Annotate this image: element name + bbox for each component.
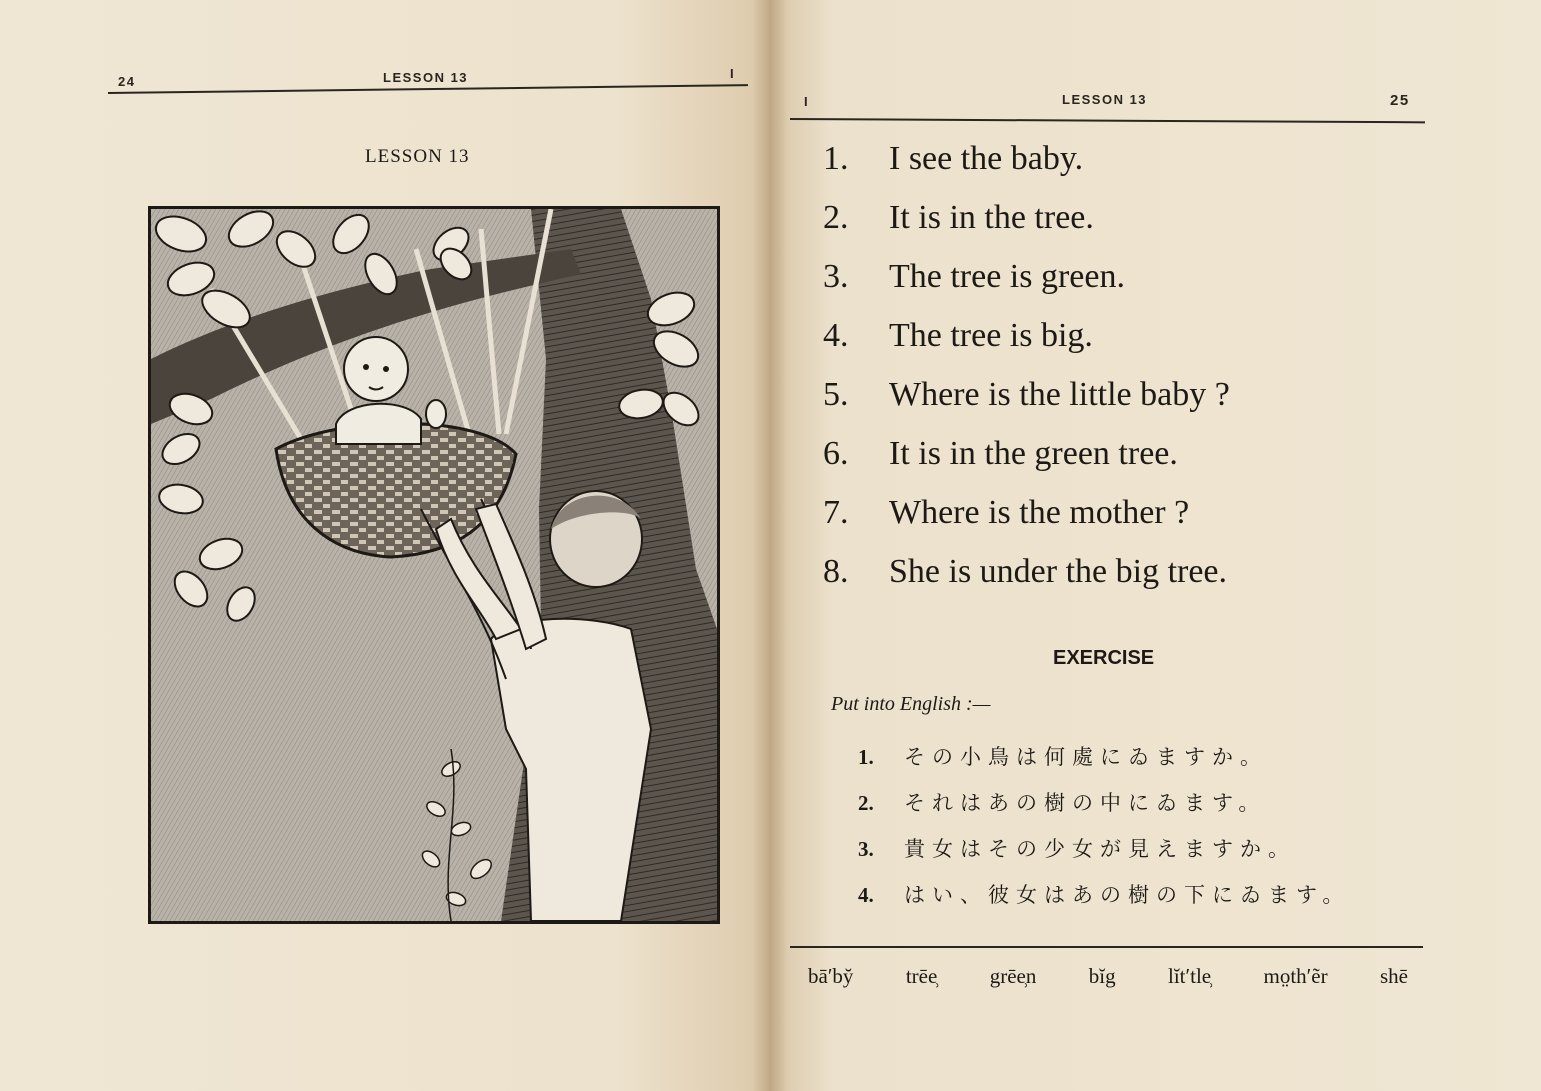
sentence-2: 2. It is in the tree.: [823, 199, 1094, 236]
vocab-word: trēe̹: [905, 964, 938, 988]
vocab-word: grēe̹n: [989, 964, 1037, 988]
exercise-item-4: 4. はい、彼女はあの樹の下にゐます。: [858, 883, 1351, 907]
header-rule-right: [790, 118, 1425, 123]
header-rule-left: [108, 84, 748, 94]
exercise-item-2: 2. それはあの樹の中にゐます。: [858, 791, 1267, 815]
page-number-left: 24: [118, 74, 136, 89]
sentence-1: 1. I see the baby.: [823, 140, 1084, 177]
head-mark-left: I: [730, 66, 736, 81]
exercise-heading: EXERCISE: [1053, 647, 1155, 669]
book-gutter: [752, 0, 788, 1091]
illustration: [148, 206, 720, 924]
running-head-right: LESSON 13: [1062, 92, 1148, 107]
baby-basket-illustration: [151, 209, 717, 921]
sentence-5: 5. Where is the little baby ?: [823, 376, 1230, 413]
sentence-3: 3. The tree is green.: [823, 258, 1125, 295]
vocab-word: mo̤th′ẽr: [1263, 964, 1328, 988]
vocabulary-rule: [790, 946, 1423, 948]
sentence-6: 6. It is in the green tree.: [823, 435, 1178, 472]
sentence-4: 4. The tree is big.: [823, 317, 1093, 354]
page-number-right: 25: [1390, 92, 1410, 109]
exercise-instruction: Put into English :—: [831, 693, 991, 715]
head-mark-right: I: [804, 94, 810, 109]
vocabulary-list: [808, 964, 1408, 989]
vocab-word: lĭt′tle̹: [1168, 964, 1212, 988]
vocab-word: bā′by̆: [808, 964, 854, 988]
vocab-word: bĭg: [1088, 964, 1116, 988]
sentence-list: [823, 140, 1230, 612]
left-page: [0, 0, 770, 1091]
running-head-left: LESSON 13: [383, 70, 469, 85]
sentence-8: 8. She is under the big tree.: [823, 553, 1228, 590]
vocab-word: shē: [1380, 964, 1408, 988]
exercise-item-3: 3. 貴女はその少女が見えますか。: [858, 837, 1296, 861]
sentence-7: 7. Where is the mother ?: [823, 494, 1190, 531]
exercise-list: [858, 741, 1350, 925]
lesson-title: LESSON 13: [365, 146, 470, 167]
exercise-item-1: 1. その小鳥は何處にゐますか。: [858, 745, 1268, 769]
